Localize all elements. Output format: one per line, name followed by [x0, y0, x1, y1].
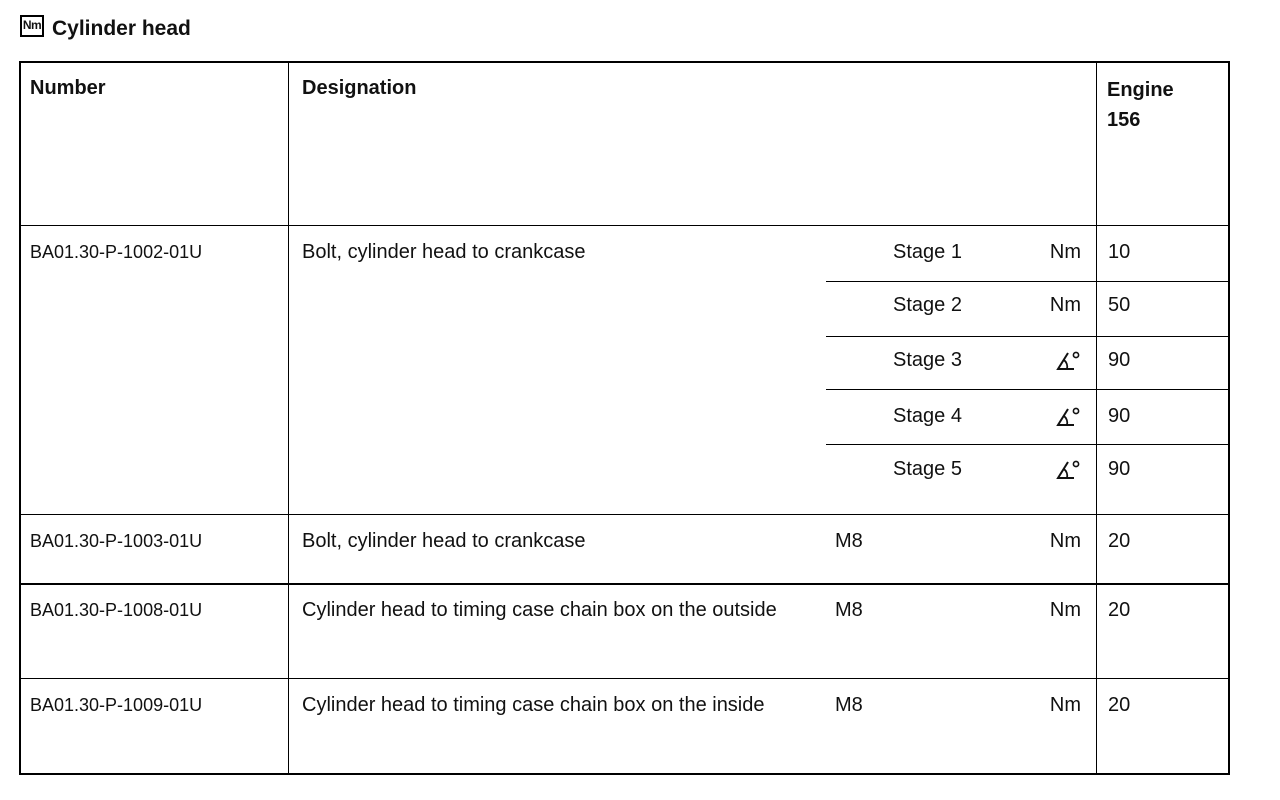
torque-value: 20: [1108, 530, 1131, 552]
torque-value: 10: [1108, 241, 1131, 263]
unit-nm: Nm: [1049, 530, 1081, 552]
row-divider: [21, 225, 1228, 226]
torque-table: [19, 61, 1230, 775]
unit-nm: Nm: [1049, 694, 1081, 716]
row-divider: [21, 678, 1228, 679]
part-number: BA01.30-P-1008-01U: [30, 600, 203, 620]
designation: Bolt, cylinder head to crankcase: [302, 241, 586, 263]
stage-label: Stage 5: [893, 458, 962, 480]
designation: Cylinder head to timing case chain box on the outside: [302, 599, 777, 621]
torque-value: 90: [1108, 458, 1131, 480]
stage-label: Stage 4: [893, 405, 962, 427]
torque-value: 90: [1108, 349, 1131, 371]
col-divider: [1096, 63, 1097, 773]
torque-value: 50: [1108, 294, 1131, 316]
stage-label: Stage 2: [893, 294, 962, 316]
designation: Cylinder head to timing case chain box on the inside: [302, 694, 765, 716]
part-number: BA01.30-P-1009-01U: [30, 695, 203, 715]
torque-value: 20: [1108, 599, 1131, 621]
designation: Bolt, cylinder head to crankcase: [302, 530, 586, 552]
angle-of-rotation-icon: [1055, 459, 1081, 481]
column-header-number: Number: [30, 77, 106, 99]
stage-label: Stage 1: [893, 241, 962, 263]
torque-value: 90: [1108, 405, 1131, 427]
section-title: [20, 14, 191, 44]
thread-size: M8: [835, 599, 863, 621]
unit-nm: Nm: [1049, 241, 1081, 263]
thread-size: M8: [835, 694, 863, 716]
stage-divider: [826, 444, 1228, 445]
part-number: BA01.30-P-1002-01U: [30, 242, 203, 262]
stage-label: Stage 3: [893, 349, 962, 371]
thread-size: M8: [835, 530, 863, 552]
stage-divider: [826, 281, 1228, 282]
stage-divider: [826, 389, 1228, 390]
stage-divider: [826, 336, 1228, 337]
part-number: BA01.30-P-1003-01U: [30, 531, 203, 551]
unit-nm: Nm: [1049, 294, 1081, 316]
angle-of-rotation-icon: [1055, 350, 1081, 372]
torque-value: 20: [1108, 694, 1131, 716]
row-divider: [21, 514, 1228, 515]
unit-nm: Nm: [1049, 599, 1081, 621]
angle-of-rotation-icon: [1055, 406, 1081, 428]
col-divider: [288, 63, 289, 773]
column-header-designation: Designation: [302, 77, 417, 99]
page-title: Cylinder head: [52, 17, 191, 40]
torque-nm-icon: Nm: [20, 15, 44, 37]
column-header-engine: Engine 156: [1107, 79, 1174, 131]
row-divider: [21, 583, 1228, 585]
